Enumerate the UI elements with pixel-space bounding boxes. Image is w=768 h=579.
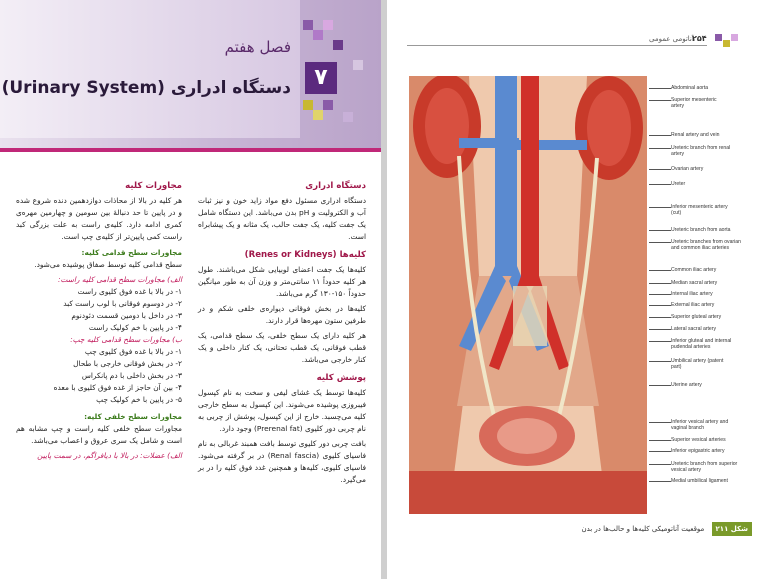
list-item: ۱- در بالا با غده فوق کلیوی چپ bbox=[84, 347, 182, 356]
figure-labels bbox=[649, 76, 764, 514]
figure-number: شکل ۲۱۱ bbox=[712, 522, 752, 536]
figure-label: Ureteric branches from ovarian and common iliac arteries bbox=[671, 239, 741, 251]
figure-label: Medial umbilical ligament bbox=[671, 478, 728, 484]
figure-label: Ureter bbox=[671, 181, 686, 187]
subheading: الف) عضلات: در بالا با دیافراگم، در سمت پایین bbox=[37, 451, 182, 460]
decor-square bbox=[323, 100, 333, 110]
leader-line bbox=[649, 100, 671, 101]
decor-square bbox=[343, 112, 353, 122]
left-page bbox=[0, 0, 381, 579]
leader-line bbox=[649, 481, 671, 482]
paragraph: هر کلیه در بالا از محاذات دوازدهمین دنده شروع شده و در پایین تا حد دنبالۀ بین سومین و چهارمین مهره‌ی کمری ادامه دارد. کلیه‌ی راست به علت بزرگی کبد راست کمی پایین‌تر از کلیه‌ی چپ است. bbox=[16, 196, 182, 241]
leader-line bbox=[649, 451, 671, 452]
subheading: الف) مجاورات سطح قدامی کلیه راست: bbox=[57, 275, 182, 284]
text-column-left bbox=[16, 180, 182, 462]
leader-line bbox=[649, 207, 671, 208]
leader-line bbox=[649, 88, 671, 89]
leader-line bbox=[649, 169, 671, 170]
decor-square bbox=[313, 110, 323, 120]
paragraph: دستگاه ادراری مسئول دفع مواد زاید خون و نیز ثبات آب و الکترولیت و pH بدن می‌باشد. این دستگاه شامل یک جفت کلیه، یک جفت حالب، یک مثانه و یک پیشابراه است. bbox=[198, 196, 366, 241]
list-item: ۴- در پایین با خم کولیک راست bbox=[88, 323, 182, 332]
section-title: دستگاه ادراری bbox=[305, 181, 366, 191]
subsection-title: مجاورات سطح خلفی کلیه: bbox=[84, 412, 182, 421]
header-rule bbox=[407, 45, 707, 46]
text-column-right bbox=[198, 180, 366, 489]
anatomy-illustration bbox=[409, 76, 647, 514]
leader-line bbox=[649, 361, 671, 362]
figure-label: Ureteric branch from superior vesical artery bbox=[671, 461, 738, 473]
list-item: ۳- در داخل با دومین قسمت دئودنوم bbox=[71, 311, 182, 320]
paragraph: بافت چربی دور کلیوی توسط بافت همبند غربالی به نام فاسیای کلیوی (Renal fascia) در بر گرفته می‌شود. فاسیای کلیوی، کلیه‌ها و همچنین غدد فوق کلیه را در بر می‌گیرد. bbox=[198, 439, 367, 484]
list-item: ۱- در بالا با غده فوق کلیوی راست bbox=[77, 287, 182, 296]
paragraph: هر کلیه دارای یک سطح خلفی، یک سطح قدامی، یک قطب فوقانی، یک قطب تحتانی، یک کنار داخلی و یک کنار خارجی می‌باشد. bbox=[198, 331, 366, 364]
running-header-title: آناتومی عمومی bbox=[649, 35, 694, 43]
leader-line bbox=[649, 317, 671, 318]
figure-label: Ureteric branch from renal artery bbox=[671, 145, 731, 157]
leader-line bbox=[649, 294, 671, 295]
leader-line bbox=[649, 341, 671, 342]
leader-line bbox=[649, 422, 671, 423]
list-item: ۴- بین آن حاجز از غده فوق کلیوی با معده bbox=[53, 383, 182, 392]
leader-line bbox=[649, 329, 671, 330]
figure-label: Renal artery and vein bbox=[671, 132, 720, 138]
leader-line bbox=[649, 148, 671, 149]
right-page bbox=[387, 0, 768, 579]
paragraph: سطح قدامی کلیه توسط صفاق پوشیده می‌شود. bbox=[34, 260, 182, 269]
figure-label: Abdominal aorta bbox=[671, 85, 709, 91]
decor-square bbox=[731, 34, 738, 41]
chapter-number-badge: ۷ bbox=[305, 62, 337, 94]
paragraph: مجاورات سطح خلفی کلیه راست و چپ مشابه هم است و شامل یک سری عروق و اعصاب می‌باشد. bbox=[16, 424, 182, 445]
figure-label: External iliac artery bbox=[671, 302, 715, 308]
paragraph: کلیه‌ها یک جفت اعضای لوبیایی شکل می‌باشند. طول هر کلیه حدوداً ۱۱ سانتی‌متر و وزن آن به طور میانگین حدوداً ۱۵۰-۱۳۰ گرم می‌باشد. bbox=[198, 265, 367, 298]
decor-square bbox=[715, 34, 722, 41]
figure-label: Lateral sacral artery bbox=[671, 326, 717, 332]
figure-label: Inferior mesenteric artery (cut) bbox=[671, 204, 728, 216]
figure-label: Ureteric branch from aorta bbox=[671, 227, 731, 233]
leader-line bbox=[649, 135, 671, 136]
subheading: ب) مجاورات سطح قدامی کلیه چپ: bbox=[70, 335, 182, 344]
figure-caption bbox=[487, 522, 752, 536]
figure-caption-text: موقعیت آناتومیکی کلیه‌ها و حالب‌ها در بدن bbox=[581, 525, 705, 533]
leader-line bbox=[649, 270, 671, 271]
section-title: مجاورات کلیه bbox=[125, 181, 182, 191]
decor-square bbox=[303, 20, 313, 30]
figure-label: Superior vesical arteries bbox=[671, 437, 726, 443]
list-item: ۳- در بخش داخلی با دم پانکراس bbox=[81, 371, 182, 380]
figure-label: Ovarian artery bbox=[671, 166, 704, 172]
figure-label: Internal iliac artery bbox=[671, 291, 713, 297]
figure-label: Common iliac artery bbox=[671, 267, 717, 273]
decor-square bbox=[313, 30, 323, 40]
urinary-system-drawing bbox=[409, 76, 647, 514]
decor-square bbox=[353, 60, 363, 70]
leader-line bbox=[649, 385, 671, 386]
section-title: پوشش کلیه bbox=[316, 373, 366, 383]
chapter-divider bbox=[0, 148, 381, 152]
chapter-title: دستگاه ادراری (Urinary System) bbox=[1, 78, 291, 98]
figure-label: Inferior vesical artery and vaginal branch bbox=[671, 419, 729, 431]
chapter-label: فصل هفتم bbox=[224, 38, 291, 56]
leader-line bbox=[649, 283, 671, 284]
figure-label: Inferior epigastric artery bbox=[671, 448, 725, 454]
decor-square bbox=[333, 40, 343, 50]
list-item: ۲- در بخش فوقانی خارجی با طحال bbox=[73, 359, 182, 368]
figure-label: Superior mesenteric artery bbox=[671, 97, 717, 109]
decor-square bbox=[303, 100, 313, 110]
paragraph: کلیه‌ها در بخش فوقانی دیواره‌ی خلفی شکم و در طرفین ستون مهره‌ها قرار دارند. bbox=[198, 304, 366, 325]
figure-label: Median sacral artery bbox=[671, 280, 718, 286]
page-number: ۲۵۴ bbox=[692, 34, 707, 43]
section-title: کلیه‌ها (Renes or Kidneys) bbox=[244, 250, 366, 260]
leader-line bbox=[649, 305, 671, 306]
list-item: ۲- در دوسوم فوقانی با لوب راست کبد bbox=[63, 299, 182, 308]
figure-label: Uterine artery bbox=[671, 382, 702, 388]
decor-square bbox=[723, 40, 730, 47]
leader-line bbox=[649, 184, 671, 185]
subsection-title: مجاورات سطح قدامی کلیه: bbox=[81, 248, 182, 257]
figure-label: Superior gluteal artery bbox=[671, 314, 722, 320]
leader-line bbox=[649, 464, 671, 465]
figure-label: Umbilical artery (patent part) bbox=[671, 358, 724, 370]
list-item: ۵- در پایین با خم کولیک چپ bbox=[96, 395, 182, 404]
decor-square bbox=[323, 20, 333, 30]
paragraph: کلیه‌ها توسط یک غشای لیفی و سخت به نام کپسول فیبروزی پوشیده می‌شوند. این کپسول به سطح خارجی کلیه می‌چسبد. خارج از این کپسول، پوشش از چربی به نام چربی دور کلیوی (Prerenal fat) وجود دارد. bbox=[198, 388, 366, 433]
chapter-header-panel bbox=[0, 0, 300, 138]
figure-label: Inferior gluteal and internal pudendal arteries bbox=[671, 338, 732, 350]
leader-line bbox=[649, 230, 671, 231]
leader-line bbox=[649, 242, 671, 243]
leader-line bbox=[649, 440, 671, 441]
